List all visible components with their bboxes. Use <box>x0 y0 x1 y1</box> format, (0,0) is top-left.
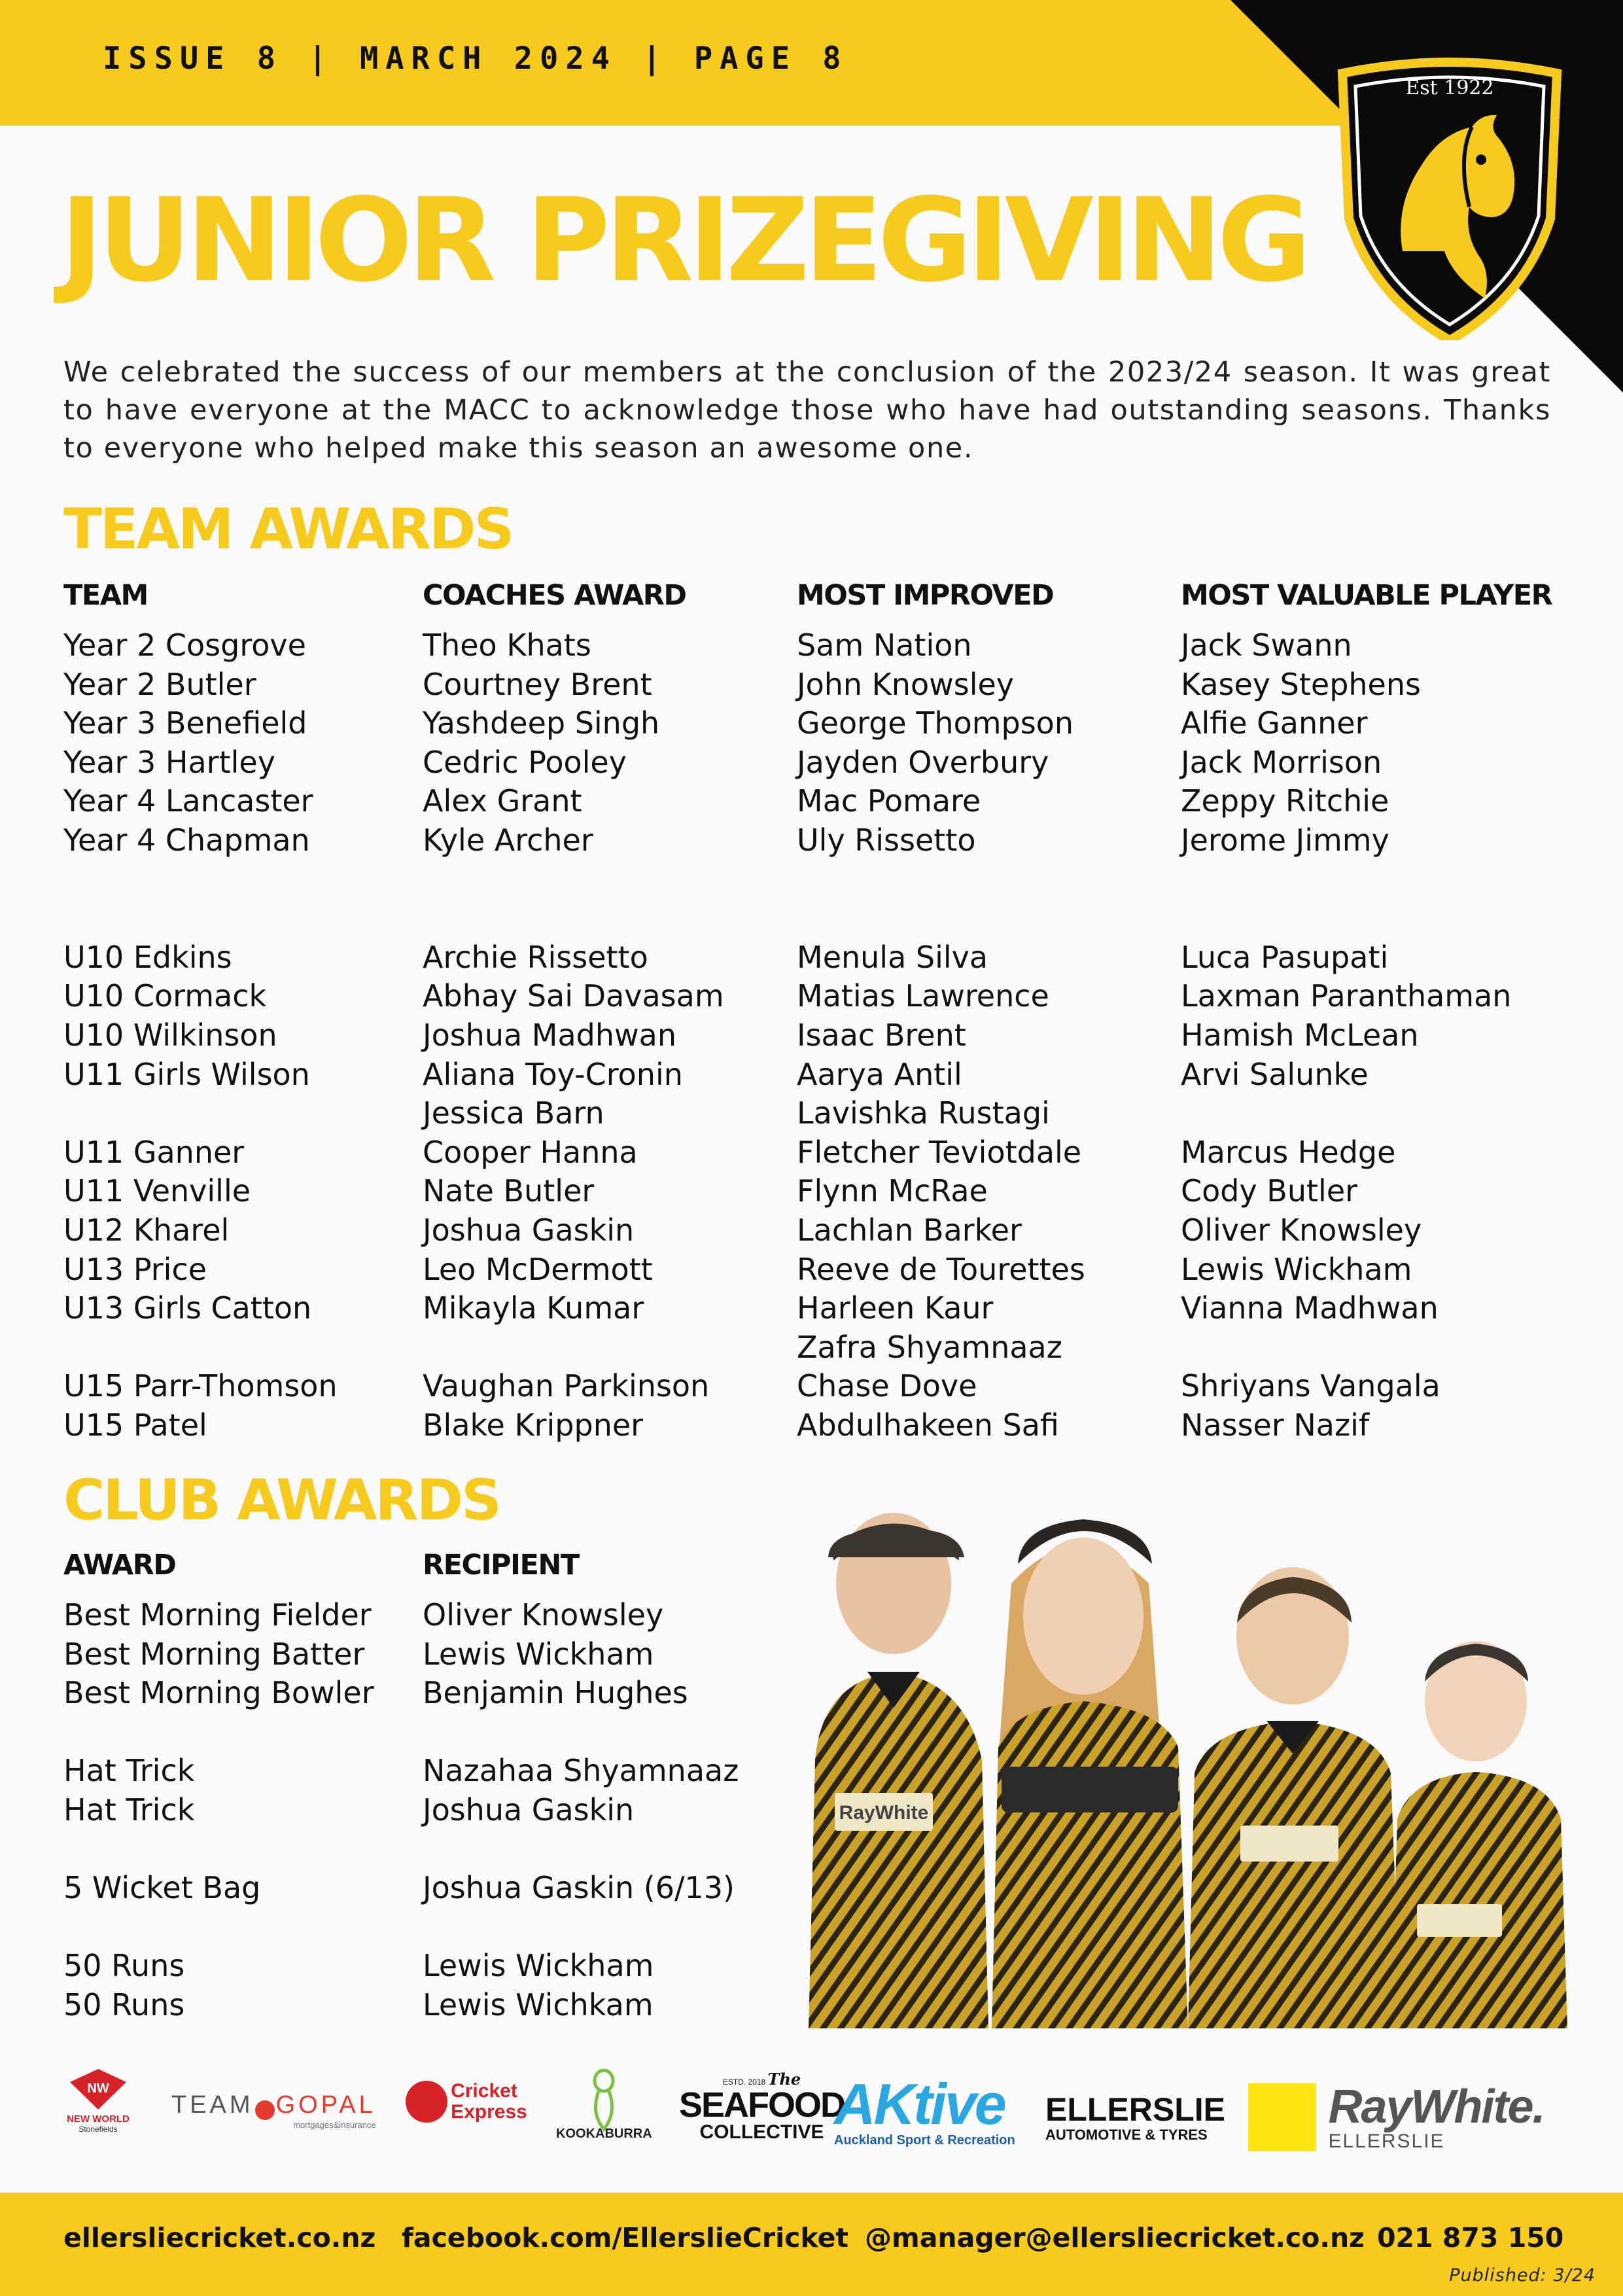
seafood-part-a: SEAFOOD <box>679 2085 845 2125</box>
email-link[interactable]: @manager@ellersliecricket.co.nz <box>865 2222 1365 2253</box>
crest-est-text: Est 1922 <box>1405 77 1494 99</box>
list-spacer <box>1181 1094 1552 1133</box>
list-item: Zeppy Ritchie <box>1181 783 1389 819</box>
published-date: Published: 3/24 <box>1449 2265 1596 2286</box>
list-item: Zafra Shyamnaaz <box>797 1329 1062 1365</box>
list-item: U10 Wilkinson <box>63 1017 277 1053</box>
raywhite-part-a: RayWhite. <box>1328 2081 1544 2133</box>
team-awards-heading: TEAM AWARDS <box>63 497 513 562</box>
recipient-list <box>423 1596 739 2025</box>
list-item: Cedric Pooley <box>423 744 627 780</box>
list-item: Year 4 Lancaster <box>63 783 313 819</box>
sponsor-logos-strip <box>0 2061 1623 2166</box>
list-item: Marcus Hedge <box>1181 1134 1396 1170</box>
list-item: Joshua Gaskin <box>423 1212 635 1248</box>
list-item: Cooper Hanna <box>423 1134 638 1170</box>
list-item: Vianna Madhwan <box>1181 1290 1439 1326</box>
award-list <box>63 1596 374 2025</box>
ellerslie-automotive-logo <box>1045 2093 1225 2144</box>
list-item: Nasser Nazif <box>1181 1407 1370 1443</box>
newworld-badge-text: NW <box>87 2081 109 2096</box>
cricket-part-b: Express <box>451 2101 527 2123</box>
list-item: Abhay Sai Davasam <box>423 978 724 1014</box>
website-link[interactable]: ellersliecricket.co.nz <box>63 2222 376 2253</box>
list-item: Kasey Stephens <box>1181 666 1421 702</box>
list-item: Jayden Overbury <box>797 744 1049 780</box>
list-item: U13 Price <box>63 1251 207 1287</box>
list-item: U12 Kharel <box>63 1212 230 1248</box>
list-item: Jack Swann <box>1181 627 1352 663</box>
list-spacer <box>423 1328 724 1368</box>
list-spacer <box>423 1908 739 1947</box>
list-item: Best Morning Bowler <box>63 1675 374 1711</box>
column-header: TEAM <box>63 579 148 612</box>
list-item: Joshua Gaskin (6/13) <box>423 1870 735 1906</box>
list-item: Fletcher Teviotdale <box>797 1134 1082 1170</box>
list-item: 50 Runs <box>63 1987 185 2022</box>
list-item: Jack Morrison <box>1181 744 1382 780</box>
seafood-the: The <box>767 2070 801 2089</box>
list-item: Lewis Wickham <box>423 1948 654 1984</box>
kookaburra-bird-icon <box>584 2061 623 2133</box>
newworld-sub: Stonefields <box>79 2125 118 2134</box>
coaches-award-list <box>423 626 724 1445</box>
column-header: AWARD <box>63 1549 176 1581</box>
list-spacer <box>63 1908 374 1947</box>
list-item: Courtney Brent <box>423 666 652 702</box>
list-item: Alex Grant <box>423 783 582 819</box>
teamgopal-logo <box>171 2091 376 2130</box>
list-item: Mac Pomare <box>797 783 981 819</box>
column-header: COACHES AWARD <box>423 579 686 612</box>
list-item: Lewis Wickham <box>423 1636 654 1672</box>
phone-number: 021 873 150 <box>1377 2222 1564 2253</box>
list-item: 5 Wicket Bag <box>63 1870 261 1906</box>
list-item: Hat Trick <box>63 1792 195 1828</box>
list-item: Hat Trick <box>63 1753 195 1789</box>
list-item: Leo McDermott <box>423 1251 653 1287</box>
issue-line: ISSUE 8 | MARCH 2024 | PAGE 8 <box>103 41 848 77</box>
list-spacer <box>1181 860 1552 900</box>
column-header: MOST IMPROVED <box>797 579 1054 612</box>
ellerslie-part-a: ELLERSLIE <box>1045 2091 1226 2128</box>
list-item: Year 3 Hartley <box>63 744 275 780</box>
list-spacer <box>797 860 1085 900</box>
seafood-collective-logo <box>679 2072 845 2142</box>
cricket-express-logo <box>406 2081 527 2123</box>
list-item: Yashdeep Singh <box>423 705 660 741</box>
list-spacer <box>423 1830 739 1869</box>
most-improved-list <box>797 626 1085 1445</box>
cricket-ball-icon <box>406 2081 447 2123</box>
list-item: Nazahaa Shyamnaaz <box>423 1753 739 1789</box>
list-spacer <box>63 1713 374 1752</box>
list-item: Nate Butler <box>423 1173 595 1209</box>
kookaburra-text: KOOKABURRA <box>556 2127 652 2141</box>
list-spacer <box>423 1713 739 1752</box>
club-crest-logo <box>1329 55 1570 340</box>
list-item: Sam Nation <box>797 627 972 663</box>
list-item: Harleen Kaur <box>797 1290 994 1326</box>
cricket-part-a: Cricket <box>451 2080 517 2102</box>
ellerslie-part-b: AUTOMOTIVE & TYRES <box>1045 2127 1208 2143</box>
teamgopal-dot-icon <box>255 2100 275 2120</box>
list-item: Shriyans Vangala <box>1181 1368 1440 1404</box>
seafood-part-b: COLLECTIVE <box>699 2121 824 2143</box>
page-title: JUNIOR PRIZEGIVING <box>60 173 1306 308</box>
list-item: Cody Butler <box>1181 1173 1358 1209</box>
list-item: U10 Cormack <box>63 978 267 1014</box>
list-item: U10 Edkins <box>63 939 232 975</box>
list-item: Vaughan Parkinson <box>423 1368 710 1404</box>
list-item: Year 4 Chapman <box>63 822 310 858</box>
list-item: Jessica Barn <box>423 1095 604 1131</box>
list-item: Hamish McLean <box>1181 1017 1419 1053</box>
list-item: Kyle Archer <box>423 822 593 858</box>
list-spacer <box>797 899 1085 938</box>
list-item: 50 Runs <box>63 1948 185 1984</box>
jersey-sponsor-text: RayWhite <box>839 1802 929 1824</box>
list-item: Lachlan Barker <box>797 1212 1022 1248</box>
list-item: Lewis Wickham <box>1181 1251 1412 1287</box>
facebook-link[interactable]: facebook.com/EllerslieCricket <box>402 2222 849 2253</box>
aktive-logo <box>834 2072 1015 2148</box>
raywhite-logo <box>1248 2083 1544 2153</box>
list-item: Joshua Madhwan <box>423 1017 676 1053</box>
list-spacer <box>63 860 338 900</box>
list-spacer <box>423 899 724 938</box>
list-spacer <box>63 1328 338 1368</box>
list-item: Menula Silva <box>797 939 988 975</box>
list-item: Aarya Antil <box>797 1056 962 1092</box>
recipient-column <box>423 1547 739 2025</box>
list-item: Laxman Paranthaman <box>1181 978 1512 1014</box>
newworld-badge-icon <box>69 2068 128 2111</box>
coaches-award-column <box>423 578 724 1445</box>
list-item: Blake Krippner <box>423 1407 644 1443</box>
list-item: U11 Girls Wilson <box>63 1056 310 1092</box>
column-header: MOST VALUABLE PLAYER <box>1181 579 1552 612</box>
list-item: Lavishka Rustagi <box>797 1095 1050 1131</box>
kookaburra-logo <box>556 2061 652 2142</box>
list-spacer <box>63 1094 338 1133</box>
list-item: Oliver Knowsley <box>423 1597 664 1633</box>
list-item: Reeve de Tourettes <box>797 1251 1085 1287</box>
teamgopal-part-b: GOPAL <box>275 2091 376 2119</box>
newworld-name: NEW WORLD <box>67 2113 130 2125</box>
list-item: Isaac Brent <box>797 1017 966 1053</box>
list-item: U11 Ganner <box>63 1134 245 1170</box>
mvp-list <box>1181 626 1552 1445</box>
list-item: Oliver Knowsley <box>1181 1212 1422 1248</box>
list-spacer <box>63 1830 374 1869</box>
list-item: Year 2 Butler <box>63 666 256 702</box>
team-photo-players <box>795 1485 1574 2028</box>
list-item: Joshua Gaskin <box>423 1792 635 1828</box>
list-item: Jerome Jimmy <box>1181 822 1389 858</box>
list-spacer <box>423 860 724 900</box>
aktive-sub: Auckland Sport & Recreation <box>834 2133 1015 2147</box>
award-column <box>63 1547 374 2025</box>
aktive-text: AKtive <box>834 2072 1005 2136</box>
raywhite-square-icon <box>1248 2083 1316 2151</box>
intro-paragraph: We celebrated the success of our members at the conclusion of the 2023/24 season. It was great to have everyone at the MACC to acknowledge those who have had outstanding seasons. Thanks to everyone who helped make this season an awesome one. <box>63 356 1551 465</box>
list-spacer <box>63 899 338 938</box>
list-item: Luca Pasupati <box>1181 939 1389 975</box>
list-item: Uly Rissetto <box>797 822 976 858</box>
list-item: Mikayla Kumar <box>423 1290 644 1326</box>
list-item: Alfie Ganner <box>1181 705 1368 741</box>
list-item: Arvi Salunke <box>1181 1056 1369 1092</box>
teamgopal-part-a: TEAM <box>171 2091 254 2119</box>
list-spacer <box>1181 1328 1552 1368</box>
teamgopal-sub: mortgages&insurance <box>293 2119 376 2130</box>
list-item: Best Morning Batter <box>63 1636 365 1672</box>
team-list <box>63 626 338 1445</box>
list-item: Matias Lawrence <box>797 978 1049 1014</box>
team-column <box>63 578 338 1445</box>
list-item: U15 Patel <box>63 1407 207 1443</box>
raywhite-part-b: ELLERSLIE <box>1328 2130 1445 2152</box>
list-item: Lewis Wichkam <box>423 1987 654 2022</box>
mvp-column <box>1181 578 1552 1445</box>
list-spacer <box>1181 899 1552 938</box>
list-item: Year 3 Benefield <box>63 705 307 741</box>
list-item: U13 Girls Catton <box>63 1290 312 1326</box>
list-item: Chase Dove <box>797 1368 977 1404</box>
list-item: Archie Rissetto <box>423 939 648 975</box>
list-item: U15 Parr-Thomson <box>63 1368 338 1404</box>
list-item: Flynn McRae <box>797 1173 988 1209</box>
list-item: Benjamin Hughes <box>423 1675 688 1711</box>
column-header: RECIPIENT <box>423 1549 579 1581</box>
list-item: U11 Venville <box>63 1173 251 1209</box>
newworld-logo <box>65 2068 131 2134</box>
list-item: Best Morning Fielder <box>63 1597 372 1633</box>
most-improved-column <box>797 578 1085 1445</box>
list-item: Abdulhakeen Safi <box>797 1407 1059 1443</box>
list-item: George Thompson <box>797 705 1073 741</box>
list-item: Year 2 Cosgrove <box>63 627 306 663</box>
list-item: Theo Khats <box>423 627 591 663</box>
seafood-estd: ESTD. 2018 <box>722 2077 766 2087</box>
list-item: Aliana Toy-Cronin <box>423 1056 683 1092</box>
list-item: John Knowsley <box>797 666 1014 702</box>
club-awards-heading: CLUB AWARDS <box>63 1468 500 1533</box>
